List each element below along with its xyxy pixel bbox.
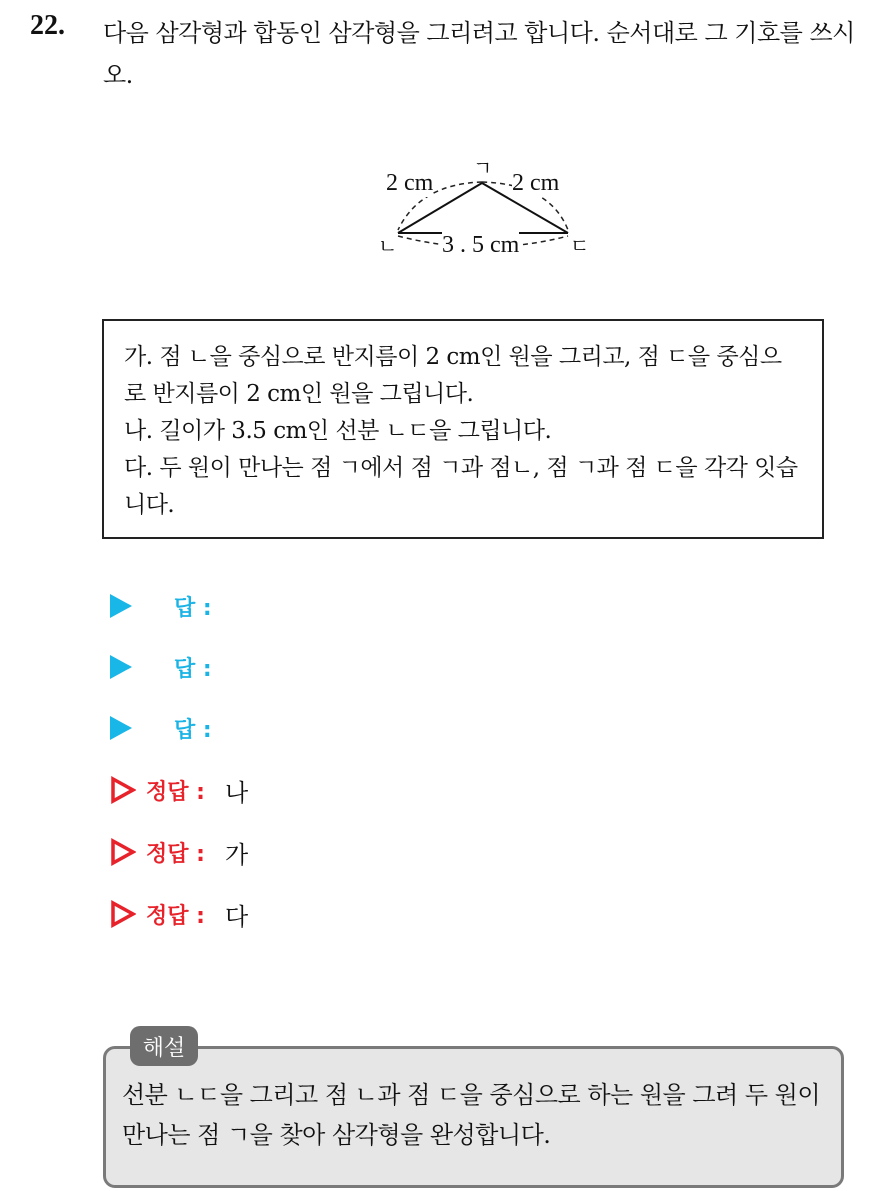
answer-blank-1[interactable] — [110, 586, 212, 626]
correct-answer-3 — [110, 894, 248, 934]
correct-answer-value: 다 — [224, 902, 249, 931]
vertex-right-label: ㄷ — [570, 236, 590, 258]
answer-label: 답 : — [174, 656, 212, 682]
correct-answer-2 — [110, 832, 248, 872]
answer-blank-2[interactable] — [110, 647, 212, 687]
side-base-label: 3 . 5 cm — [442, 232, 520, 258]
correct-answer-value: 나 — [224, 778, 249, 807]
correct-answer-label: 정답 : — [146, 841, 205, 867]
explanation-text: 선분 ㄴㄷ을 그리고 점 ㄴ과 점 ㄷ을 중심으로 하는 원을 그려 두 원이 만나는 점 ㄱ을 찾아 삼각형을 완성합니다. — [122, 1081, 821, 1149]
step-da: 다. 두 원이 만나는 점 ㄱ에서 점 ㄱ과 점ㄴ, 점 ㄱ과 점 ㄷ을 각각 잇습니다. — [124, 455, 798, 518]
play-arrow-icon — [110, 655, 132, 679]
side-left-label: 2 cm — [386, 170, 434, 196]
answer-blank-3[interactable] — [110, 708, 212, 748]
step-na: 나. 길이가 3.5 cm인 선분 ㄴㄷ을 그립니다. — [124, 418, 552, 444]
steps-box — [102, 319, 824, 539]
side-right-label: 2 cm — [512, 170, 560, 196]
question-number: 22. — [30, 10, 65, 41]
explanation-tag: 해설 — [130, 1026, 198, 1066]
answer-label: 답 : — [174, 595, 212, 621]
correct-answer-label: 정답 : — [146, 779, 205, 805]
outline-arrow-icon — [110, 900, 136, 928]
correct-answer-1 — [110, 770, 248, 810]
question-text: 다음 삼각형과 합동인 삼각형을 그리려고 합니다. 순서대로 그 기호를 쓰시오. — [103, 19, 855, 89]
step-ga: 가. 점 ㄴ을 중심으로 반지름이 2 cm인 원을 그리고, 점 ㄷ을 중심으로 반지름이 2 cm인 원을 그립니다. — [124, 344, 782, 407]
correct-answer-value: 가 — [224, 840, 249, 869]
outline-arrow-icon — [110, 838, 136, 866]
outline-arrow-icon — [110, 776, 136, 804]
answer-label: 답 : — [174, 717, 212, 743]
explanation-box — [103, 1046, 844, 1188]
vertex-top-label: ㄱ — [473, 158, 493, 180]
play-arrow-icon — [110, 716, 132, 740]
vertex-left-label: ㄴ — [378, 236, 398, 258]
correct-answer-label: 정답 : — [146, 903, 205, 929]
triangle-figure — [370, 150, 600, 270]
play-arrow-icon — [110, 594, 132, 618]
